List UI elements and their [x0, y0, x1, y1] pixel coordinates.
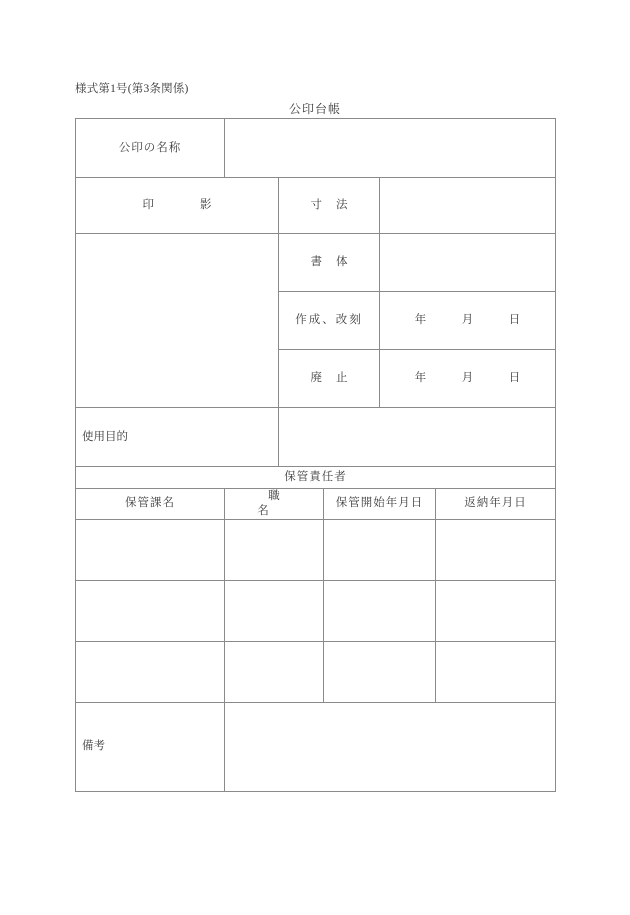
- koin-daicho-table: [75, 118, 556, 792]
- custodian-col-position: 職名: [225, 489, 324, 520]
- table-row-custodian-section: [76, 467, 556, 489]
- custodian-return-date-2[interactable]: [436, 641, 556, 702]
- seal-name-label: 公印の名称: [76, 119, 225, 178]
- custodian-department-0[interactable]: [76, 519, 225, 580]
- page-title: 公印台帳: [288, 102, 341, 116]
- purpose-label: 使用目的: [76, 408, 279, 467]
- custodian-department-2[interactable]: [76, 641, 225, 702]
- size-value[interactable]: [380, 178, 556, 234]
- table-row-seal-name: [76, 119, 556, 178]
- created-recarved-value[interactable]: 年 月 日: [380, 292, 556, 350]
- typeface-label: 書体: [279, 234, 380, 292]
- seal-name-value[interactable]: [225, 119, 556, 178]
- custodian-section-label: 保管責任者: [76, 467, 556, 489]
- abolished-value[interactable]: 年 月 日: [380, 350, 556, 408]
- impression-value[interactable]: [76, 234, 279, 408]
- created-recarved-label: 作成、改刻: [279, 292, 380, 350]
- table-row: [76, 641, 556, 702]
- custodian-start-date-2[interactable]: [324, 641, 436, 702]
- custodian-position-0[interactable]: [225, 519, 324, 580]
- table-row-impression-size: [76, 178, 556, 234]
- table-row-typeface: [76, 234, 556, 292]
- custodian-start-date-0[interactable]: [324, 519, 436, 580]
- custodian-col-start-date: 保管開始年月日: [324, 489, 436, 520]
- table-row-custodian-headers: [76, 489, 556, 520]
- custodian-department-1[interactable]: [76, 580, 225, 641]
- custodian-return-date-1[interactable]: [436, 580, 556, 641]
- impression-label: 印影: [76, 178, 279, 234]
- table-row-purpose: [76, 408, 556, 467]
- abolished-label: 廃止: [279, 350, 380, 408]
- remarks-value[interactable]: [225, 702, 556, 791]
- purpose-value[interactable]: [279, 408, 556, 467]
- table-row-remarks: [76, 702, 556, 791]
- table-row: [76, 580, 556, 641]
- custodian-start-date-1[interactable]: [324, 580, 436, 641]
- custodian-col-department: 保管課名: [76, 489, 225, 520]
- table-row: [76, 519, 556, 580]
- typeface-value[interactable]: [380, 234, 556, 292]
- custodian-position-1[interactable]: [225, 580, 324, 641]
- custodian-col-return-date: 返納年月日: [436, 489, 556, 520]
- form-code-label: 様式第1号(第3条関係): [75, 83, 189, 95]
- custodian-return-date-0[interactable]: [436, 519, 556, 580]
- custodian-position-2[interactable]: [225, 641, 324, 702]
- remarks-label: 備考: [76, 702, 225, 791]
- size-label: 寸法: [279, 178, 380, 234]
